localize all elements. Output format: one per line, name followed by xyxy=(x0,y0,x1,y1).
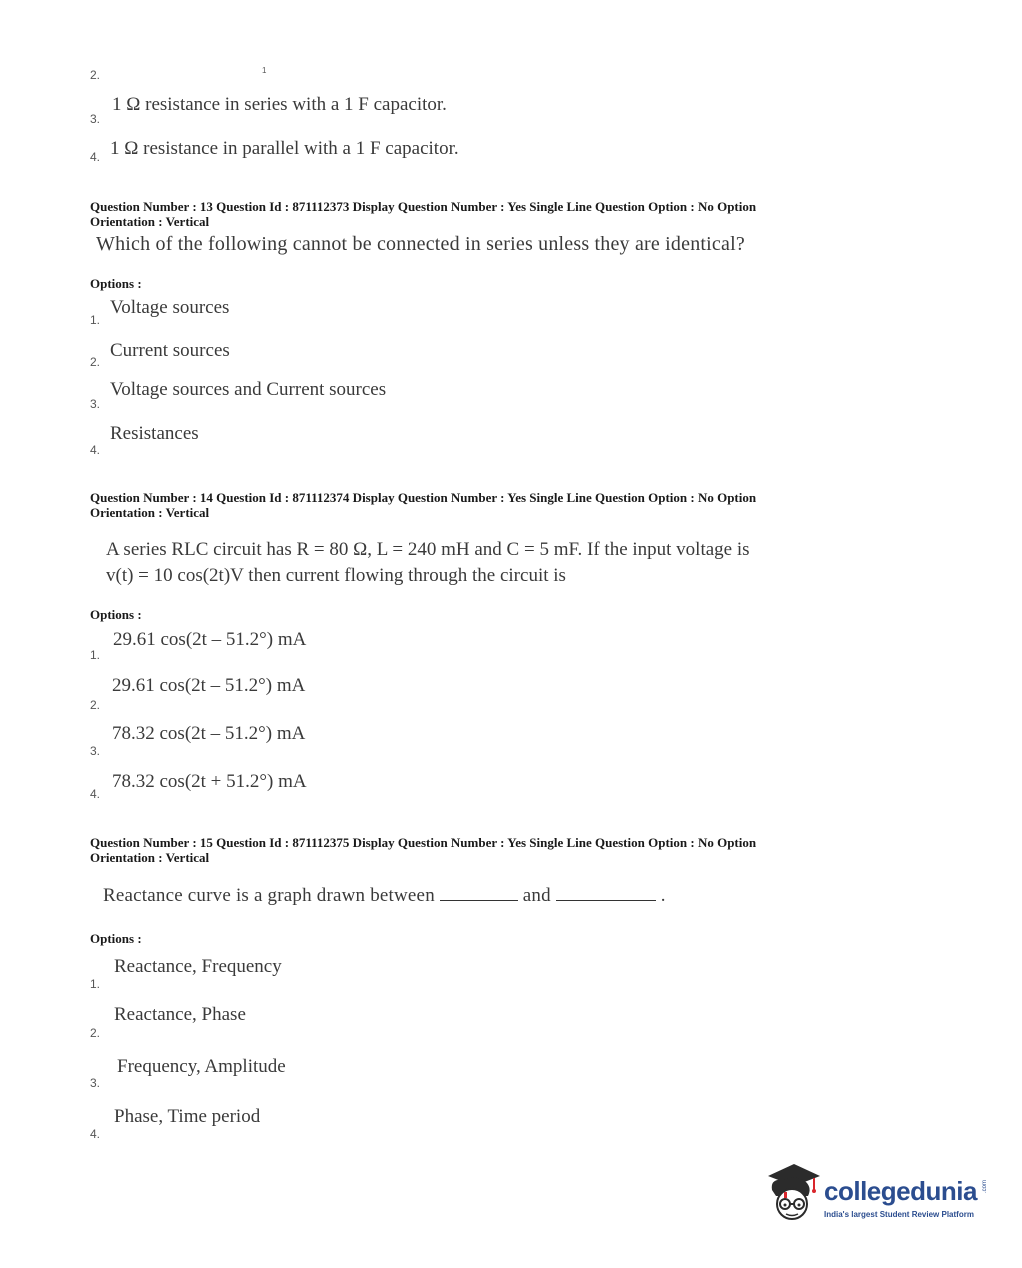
options-label: Options : xyxy=(90,931,142,946)
stray-mark: 1 xyxy=(262,66,267,75)
option-number: 3. xyxy=(90,397,101,411)
option-number: 3. xyxy=(90,112,101,126)
option-text: Frequency, Amplitude xyxy=(117,1056,286,1077)
option-text: Reactance, Phase xyxy=(114,1004,246,1025)
option-text: 1 Ω resistance in parallel with a 1 F capacitor. xyxy=(110,138,459,159)
option-number: 3. xyxy=(90,1076,101,1090)
option-text: 78.32 cos(2t + 51.2°) mA xyxy=(112,771,307,792)
option-number: 4. xyxy=(90,443,101,457)
question-meta: Question Number : 15 Question Id : 871112375 Display Question Number : Yes Single Line Question Option : No Option Orientation : Vertical xyxy=(90,835,757,865)
option-number: 2. xyxy=(90,68,101,82)
option-number: 2. xyxy=(90,698,101,712)
option-text: Current sources xyxy=(110,340,230,361)
option-text: 1 Ω resistance in series with a 1 F capacitor. xyxy=(112,94,447,115)
option-text: Reactance, Frequency xyxy=(114,956,282,977)
options-label: Options : xyxy=(90,607,142,622)
answer-blank xyxy=(556,900,656,901)
option-number: 3. xyxy=(90,744,101,758)
option-number: 1. xyxy=(90,648,101,662)
question-meta: Question Number : 13 Question Id : 871112373 Display Question Number : Yes Single Line Question Option : No Option Orientation : Vertical xyxy=(90,199,757,229)
option-text: Phase, Time period xyxy=(114,1106,261,1127)
option-number: 4. xyxy=(90,150,101,164)
option-number: 1. xyxy=(90,313,101,327)
question-meta: Question Number : 14 Question Id : 871112374 Display Question Number : Yes Single Line Question Option : No Option Orientation : Vertical xyxy=(90,490,757,520)
question-text: A series RLC circuit has R = 80 Ω, L = 240 mH and C = 5 mF. If the input voltage is v(t) = 10 cos(2t)V then current flowing through the circuit is xyxy=(106,539,750,586)
question-text: Which of the following cannot be connected in series unless they are identical? xyxy=(96,233,745,255)
option-text: 78.32 cos(2t – 51.2°) mA xyxy=(112,723,306,744)
option-text: Resistances xyxy=(110,423,199,444)
mascot-icon xyxy=(762,1160,824,1226)
question-text: Reactance curve is a graph drawn between and . xyxy=(103,885,666,906)
logo-wordmark: collegedunia xyxy=(824,1176,977,1206)
options-label: Options : xyxy=(90,276,142,291)
option-text: Voltage sources and Current sources xyxy=(110,379,387,400)
option-number: 1. xyxy=(90,977,101,991)
option-number: 4. xyxy=(90,787,101,801)
logo-tagline: India's largest Student Review Platform xyxy=(824,1210,974,1219)
option-text: 29.61 cos(2t – 51.2°) mA xyxy=(113,629,307,650)
option-text: 29.61 cos(2t – 51.2°) mA xyxy=(112,675,306,696)
option-text: Voltage sources xyxy=(110,297,230,318)
option-number: 2. xyxy=(90,355,101,369)
option-number: 4. xyxy=(90,1127,101,1141)
collegedunia-logo xyxy=(762,1160,992,1230)
option-number: 2. xyxy=(90,1026,101,1040)
logo-suffix: .com xyxy=(982,1180,988,1194)
answer-blank xyxy=(440,900,518,901)
